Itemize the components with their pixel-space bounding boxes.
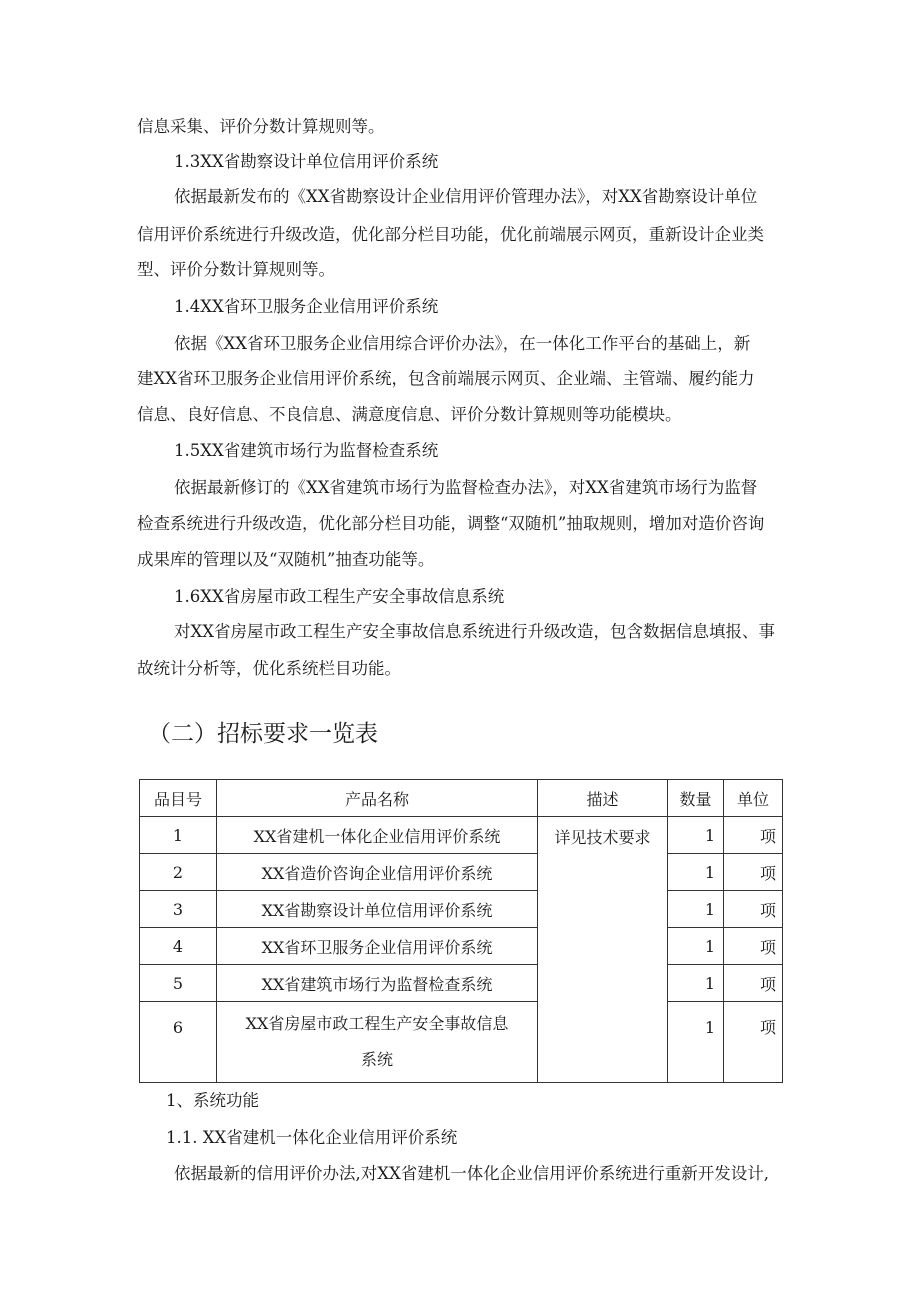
paragraph-line: 依据最新修订的《XX省建筑市场行为监督检查办法》，对XX省建筑市场行为监督	[174, 478, 758, 497]
header-quantity: 数量	[668, 780, 724, 817]
subsection-title: 1、系统功能	[166, 1091, 259, 1110]
cell-quantity: 1	[668, 891, 724, 928]
cell-product-name: XX省造价咨询企业信用评价系统	[217, 854, 538, 891]
cell-product-name: XX省环卫服务企业信用评价系统	[217, 928, 538, 965]
cell-unit: 项	[724, 817, 783, 854]
cell-product-name: XX省勘察设计单位信用评价系统	[217, 891, 538, 928]
product-name-line: 系统	[360, 1050, 393, 1069]
cell-product-name	[217, 1002, 538, 1083]
table-row	[140, 965, 783, 1002]
subsection-title: 1.6XX省房屋市政工程生产安全事故信息系统	[174, 587, 505, 606]
cell-unit: 项	[724, 1002, 783, 1083]
cell-quantity: 1	[668, 928, 724, 965]
cell-item-no: 4	[140, 928, 217, 965]
paragraph-line: 对XX省房屋市政工程生产安全事故信息系统进行升级改造，包含数据信息填报、事	[174, 622, 775, 641]
paragraph-line: 信息、良好信息、不良信息、满意度信息、评价分数计算规则等功能模块。	[137, 405, 682, 424]
table-row	[140, 817, 783, 854]
paragraph-line: 依据最新发布的《XX省勘察设计企业信用评价管理办法》，对XX省勘察设计单位	[174, 187, 758, 206]
cell-item-no: 2	[140, 854, 217, 891]
cell-quantity: 1	[668, 965, 724, 1002]
product-name-line: XX省房屋市政工程生产安全事故信息	[245, 1014, 509, 1033]
cell-item-no: 6	[140, 1002, 217, 1083]
cell-unit: 项	[724, 965, 783, 1002]
paragraph-line: 依据最新的信用评价办法,对XX省建机一体化企业信用评价系统进行重新开发设计,	[174, 1164, 769, 1183]
paragraph-line: 型、评价分数计算规则等。	[137, 260, 335, 279]
paragraph-line: 信用评价系统进行升级改造，优化部分栏目功能，优化前端展示网页，重新设计企业类	[137, 225, 764, 244]
cell-item-no: 3	[140, 891, 217, 928]
cell-product-name: XX省建筑市场行为监督检查系统	[217, 965, 538, 1002]
subsection-title: 1.4XX省环卫服务企业信用评价系统	[174, 297, 439, 316]
header-description: 描述	[538, 780, 668, 817]
cell-product-name: XX省建机一体化企业信用评价系统	[217, 817, 538, 854]
cell-description: 详见技术要求	[538, 817, 668, 1083]
cell-quantity: 1	[668, 817, 724, 854]
cell-quantity: 1	[668, 854, 724, 891]
cell-unit: 项	[724, 854, 783, 891]
section-heading: （二）招标要求一览表	[148, 721, 378, 747]
table-row	[140, 891, 783, 928]
subsection-title: 1.5XX省建筑市场行为监督检查系统	[174, 441, 439, 460]
cell-unit: 项	[724, 928, 783, 965]
table-row	[140, 1002, 783, 1083]
cell-item-no: 1	[140, 817, 217, 854]
paragraph-line: 建XX省环卫服务企业信用评价系统，包含前端展示网页、企业端、主管端、履约能力	[137, 369, 755, 388]
requirements-table	[139, 779, 783, 1083]
cell-item-no: 5	[140, 965, 217, 1002]
header-item-no: 品目号	[140, 780, 217, 817]
subsection-title: 1.3XX省勘察设计单位信用评价系统	[174, 152, 439, 171]
paragraph-line: 故统计分析等，优化系统栏目功能。	[137, 659, 401, 678]
table-header-row	[140, 780, 783, 817]
cell-unit: 项	[724, 891, 783, 928]
table-row	[140, 928, 783, 965]
header-product-name: 产品名称	[217, 780, 538, 817]
paragraph-line: 信息采集、评价分数计算规则等。	[137, 117, 385, 136]
table-row	[140, 854, 783, 891]
subsection-title: 1.1. XX省建机一体化企业信用评价系统	[166, 1128, 458, 1147]
paragraph-line: 检查系统进行升级改造，优化部分栏目功能，调整“双随机”抽取规则，增加对造价咨询	[137, 514, 765, 533]
cell-quantity: 1	[668, 1002, 724, 1083]
paragraph-line: 成果库的管理以及“双随机”抽查功能等。	[137, 550, 435, 569]
header-unit: 单位	[724, 780, 783, 817]
paragraph-line: 依据《XX省环卫服务企业信用综合评价办法》，在一体化工作平台的基础上，新	[174, 334, 751, 353]
